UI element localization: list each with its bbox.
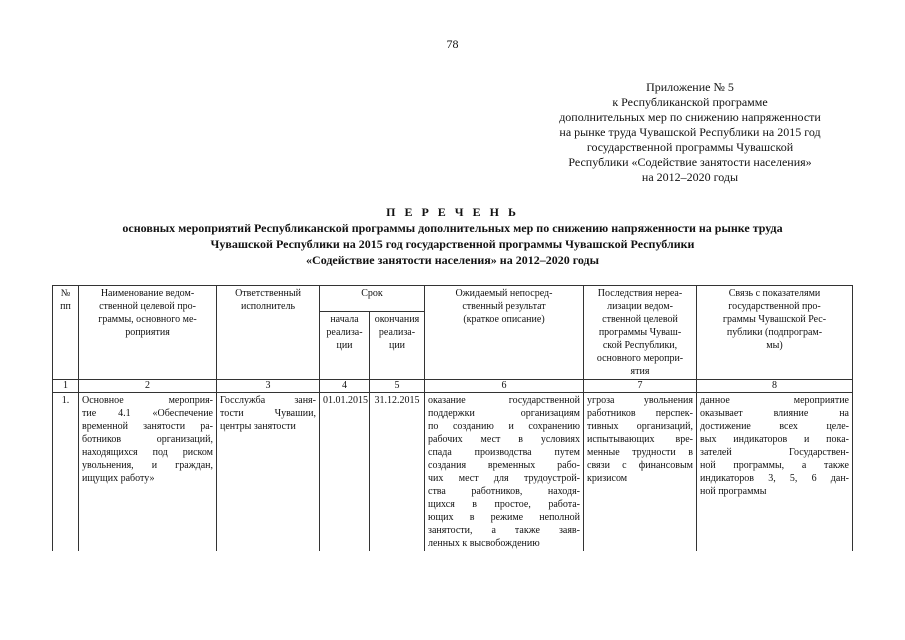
header-responsible: Ответственный исполнитель	[217, 286, 320, 380]
appendix-line: к Республиканской программе	[612, 95, 768, 109]
header-expected-result: Ожидаемый непосред- ственный результат (краткое описание)	[425, 286, 584, 380]
appendix-line: Приложение № 5	[646, 80, 734, 94]
table-header-row	[53, 286, 853, 312]
column-number: 7	[584, 380, 697, 393]
row-end-date: 31.12.2015	[370, 393, 425, 552]
title-main: П Е Р Е Ч Е Н Ь	[386, 205, 519, 219]
appendix-line: государственной программы Чувашской	[586, 140, 794, 154]
row-expected-result: оказание государственной поддержки организациям по созданию и сохранению рабочих мест в условиях спада производства путем создания временных рабо- чих мест для трудоустрой- ства работников, находя- щихся в простое, работа- ющих в режиме неполной занятости, а также заяв- ленных к высвобождению	[425, 393, 584, 552]
column-number: 3	[217, 380, 320, 393]
row-indicator-link: данное мероприятие оказывает влияние на достижение всех целе- вых индикаторов и пока- зателей Государствен- ной программы, а также индикаторов 3, 5, 6 дан- ной программы	[697, 393, 853, 552]
row-num: 1.	[53, 393, 79, 552]
column-number: 2	[79, 380, 217, 393]
header-consequences: Последствия нереа- лизации ведом- ственной целевой программы Чуваш- ской Республики, основного меропри- ятия	[584, 286, 697, 380]
title-subtitle-line: основных мероприятий Республиканской программы дополнительных мер по снижению напряженности на рынке труда	[122, 221, 783, 235]
column-number: 6	[425, 380, 584, 393]
column-number: 5	[370, 380, 425, 393]
appendix-line: на рынке труда Чувашской Республики на 2015 год	[559, 125, 821, 139]
header-indicator-link: Связь с показателями государственной про- граммы Чувашской Рес- публики (подпрограм- мы)	[697, 286, 853, 380]
document-title	[0, 205, 905, 268]
table-row	[53, 393, 853, 552]
header-term-start: начала реализа- ции	[320, 311, 370, 379]
column-number: 1	[53, 380, 79, 393]
title-subtitle	[0, 220, 905, 268]
column-number: 8	[697, 380, 853, 393]
activities-table	[52, 285, 853, 551]
page-number: 78	[446, 37, 459, 51]
header-num: № пп	[53, 286, 79, 380]
column-number: 4	[320, 380, 370, 393]
row-responsible: Госслужба заня- тости Чувашии, центры занятости	[217, 393, 320, 552]
row-start-date: 01.01.2015	[320, 393, 370, 552]
column-numbers-row	[53, 380, 853, 393]
header-term-end: окончания реализа- ции	[370, 311, 425, 379]
appendix-line: Республики «Содействие занятости населения»	[568, 155, 812, 169]
appendix-line: на 2012–2020 годы	[641, 170, 739, 184]
row-name: Основное мероприя- тие 4.1 «Обеспечение временной занятости ра- ботников организаций, находящихся под риском увольнения, и граждан, ищущих работу»	[79, 393, 217, 552]
title-subtitle-line: «Содействие занятости населения» на 2012–2020 годы	[306, 253, 599, 267]
title-subtitle-line: Чувашской Республики на 2015 год государственной программы Чувашской Республики	[210, 237, 695, 251]
header-term: Срок	[320, 286, 425, 312]
header-name: Наименование ведом- ственной целевой про- граммы, основного ме- роприятия	[79, 286, 217, 380]
appendix-line: дополнительных мер по снижению напряженности	[559, 110, 821, 124]
appendix-note	[520, 80, 860, 185]
row-consequences: угроза увольнения работников перспек- тивных организаций, испытывающих вре- менные трудности в связи с финансовым кризисом	[584, 393, 697, 552]
